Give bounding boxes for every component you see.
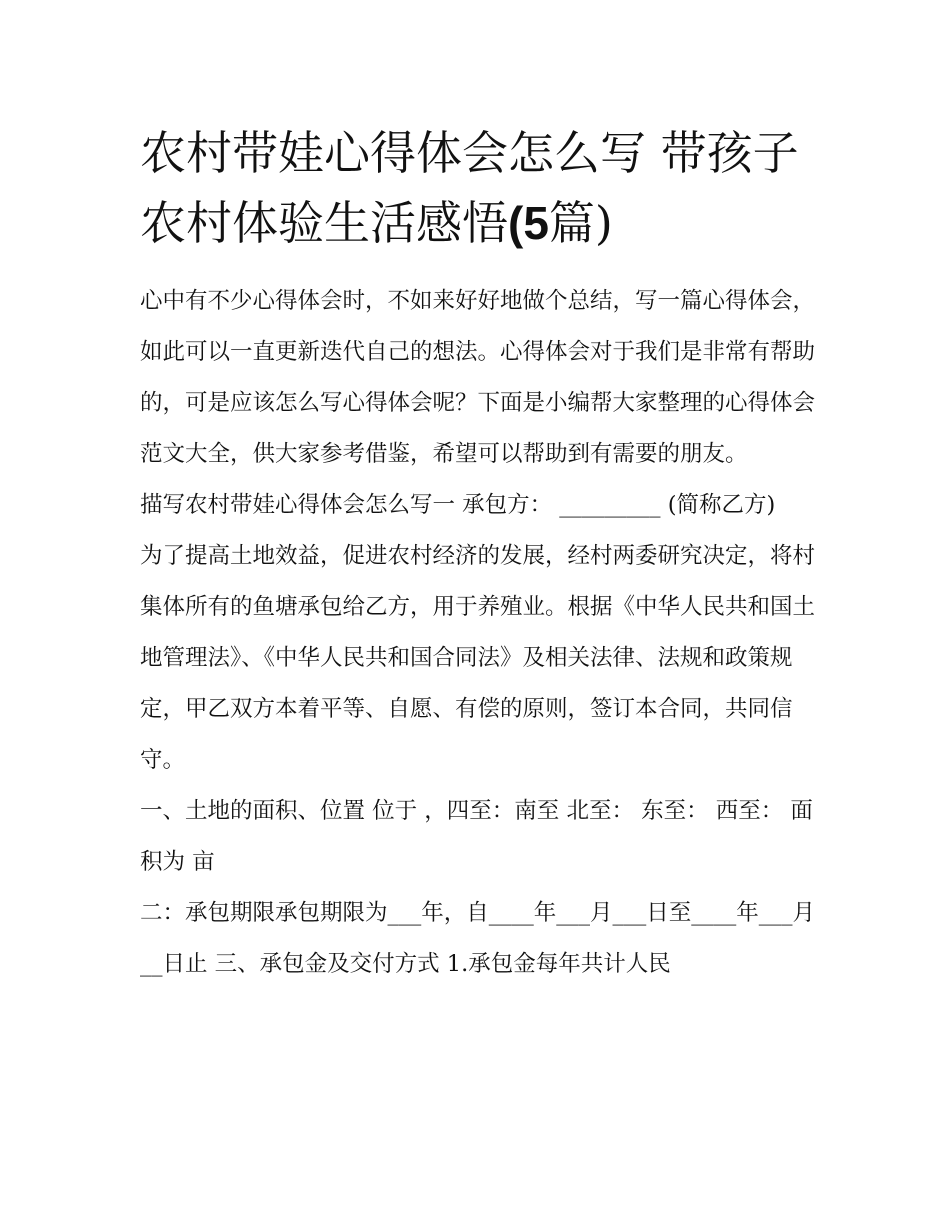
- contractor-paragraph: 描写农村带娃心得体会怎么写一 承包方： _________ (简称乙方): [140, 492, 776, 518]
- document-title: [140, 118, 815, 258]
- term-paragraph: 二：承包期限承包期限为___年，自____年___月___日至____年___月__日止 三、承包金及交付方式 1.承包金每年共计人民: [140, 900, 816, 977]
- title-suffix: 篇): [548, 196, 613, 250]
- title-count: (5: [508, 197, 549, 249]
- land-area-paragraph: 一、土地的面积、位置 位于 ，四至：南至 北至： 东至： 西至： 面积为 亩: [140, 798, 813, 875]
- title-text: 农村带娃心得体会怎么写 带孩子农村体验生活感悟: [140, 126, 799, 250]
- document-page: [140, 118, 815, 990]
- purpose-paragraph: 为了提高土地效益，促进农村经济的发展，经村两委研究决定，将村集体所有的鱼塘承包给乙方，用于养殖业。根据《中华人民共和国土地管理法》、《中华人民共和国合同法》及相关法律、法规和政策规定，甲乙双方本着平等、自愿、有偿的原则，签订本合同，共同信守。: [140, 543, 816, 773]
- intro-paragraph: 心中有不少心得体会时，不如来好好地做个总结，写一篇心得体会，如此可以一直更新迭代自己的想法。心得体会对于我们是非常有帮助的，可是应该怎么写心得体会呢？下面是小编帮大家整理的心得体会范文大全，供大家参考借鉴，希望可以帮助到有需要的朋友。: [140, 288, 816, 467]
